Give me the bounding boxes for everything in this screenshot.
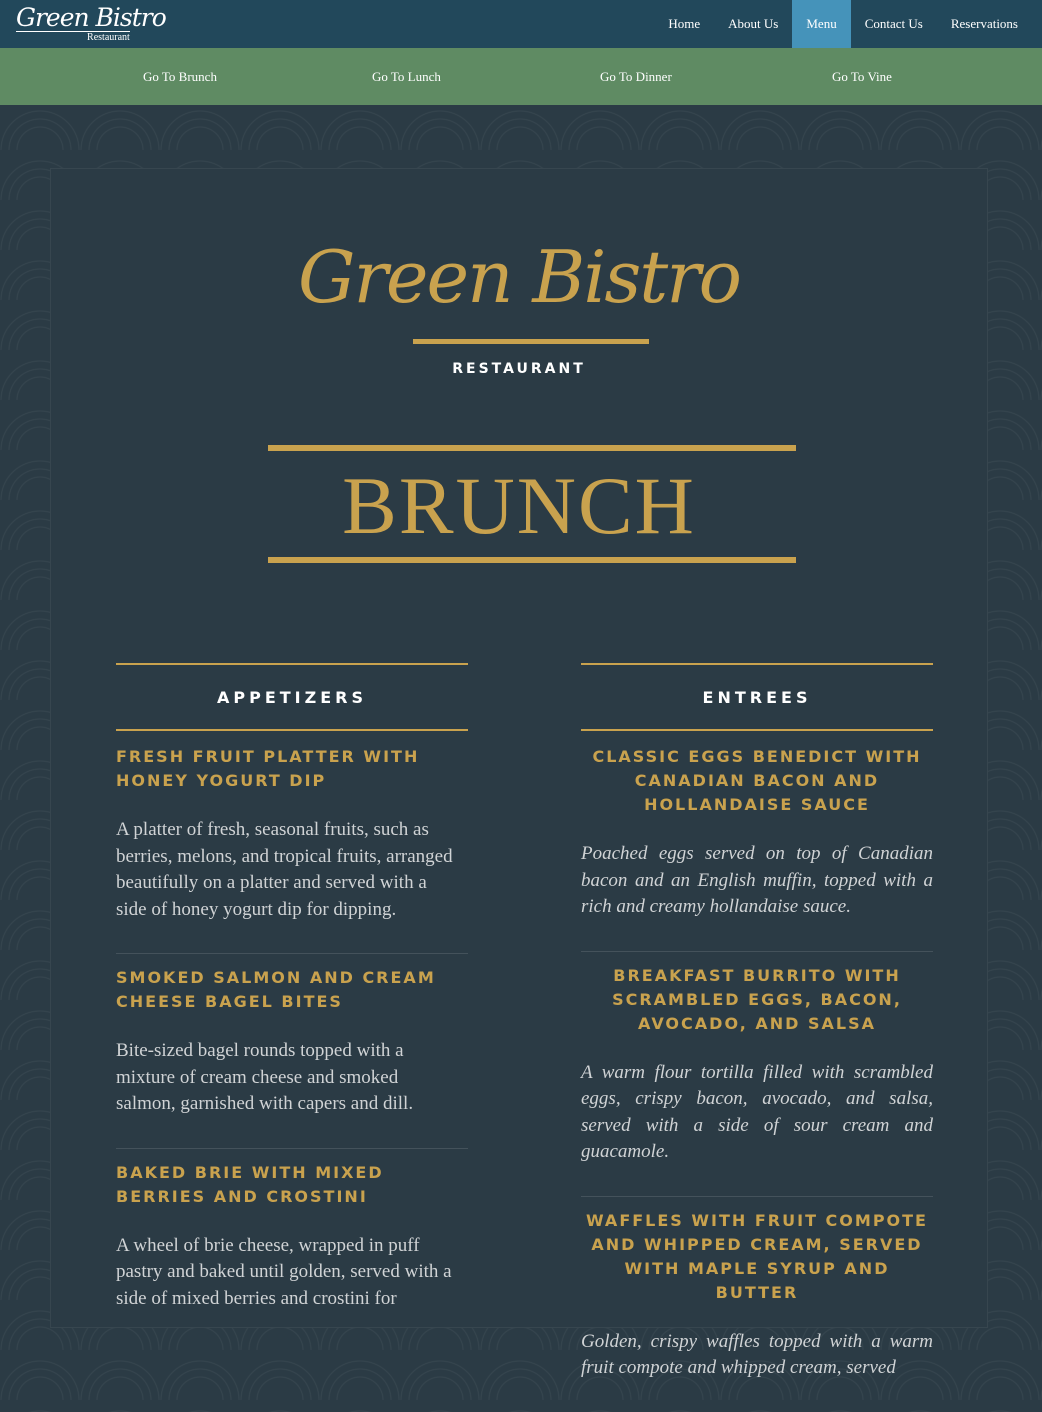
item-title: FRESH FRUIT PLATTER WITH HONEY YOGURT DIP xyxy=(116,747,420,790)
menu-item xyxy=(116,1148,468,1313)
menu-item xyxy=(581,1196,933,1382)
menu-subnav xyxy=(0,48,1042,105)
menu-item xyxy=(581,951,933,1166)
nav-reservations[interactable]: Reservations xyxy=(950,16,1018,31)
item-description: Poached eggs served on top of Canadian bacon and an English muffin, topped with a rich and creamy hollandaise sauce. xyxy=(581,843,933,917)
logo-underline xyxy=(413,339,649,344)
menu-item xyxy=(116,745,468,923)
entrees-heading: ENTREES xyxy=(581,663,933,731)
menu-logo-subtitle: RESTAURANT xyxy=(452,361,586,377)
item-description: Bite-sized bagel rounds topped with a mixture of cream cheese and smoked salmon, garnished with capers and dill. xyxy=(116,1040,414,1114)
title-rule-top xyxy=(268,445,796,451)
item-description: A platter of fresh, seasonal fruits, such as berries, melons, and tropical fruits, arranged beautifully on a platter and served with a side of honey yogurt dip for dipping. xyxy=(116,819,453,920)
item-description: Golden, crispy waffles topped with a warm fruit compote and whipped cream, served xyxy=(581,1330,933,1378)
main-nav xyxy=(654,0,1032,48)
item-description: A wheel of brie cheese, wrapped in puff pastry and baked until golden, served with a side of mixed berries and crostini for xyxy=(116,1234,452,1309)
subnav-vine[interactable]: Go To Vine xyxy=(832,69,892,84)
menu-item xyxy=(116,953,468,1118)
menu-title: BRUNCH xyxy=(342,460,696,551)
menu-logo: Green Bistro xyxy=(298,235,740,319)
item-title: SMOKED SALMON AND CREAM CHEESE BAGEL BITES xyxy=(116,968,436,1011)
brand-script: Green Bistro xyxy=(16,3,166,32)
item-title: WAFFLES WITH FRUIT COMPOTE AND WHIPPED CREAM, SERVED WITH MAPLE SYRUP AND BUTTER xyxy=(586,1210,928,1302)
subnav-lunch[interactable]: Go To Lunch xyxy=(372,69,441,84)
top-navbar xyxy=(0,0,1042,48)
item-description: A warm flour tortilla filled with scrambled eggs, crispy bacon, avocado, and salsa, served with a side of sour cream and guacamole. xyxy=(581,1061,933,1162)
nav-home[interactable]: Home xyxy=(668,16,701,31)
nav-contact-us[interactable]: Contact Us xyxy=(864,16,923,31)
nav-menu[interactable]: Menu xyxy=(792,0,850,48)
brand-subtitle: Restaurant xyxy=(16,31,130,43)
menu-card xyxy=(50,168,988,1378)
appetizers-heading: APPETIZERS xyxy=(116,663,468,731)
entrees-column xyxy=(581,663,933,1412)
item-title: BAKED BRIE WITH MIXED BERRIES AND CROSTINI xyxy=(116,1162,384,1206)
menu-item xyxy=(581,745,933,921)
brand-logo[interactable] xyxy=(16,5,166,43)
item-title: CLASSIC EGGS BENEDICT WITH CANADIAN BACON AND HOLLANDAISE SAUCE xyxy=(592,747,922,814)
subnav-brunch[interactable]: Go To Brunch xyxy=(143,69,217,84)
subnav-dinner[interactable]: Go To Dinner xyxy=(600,69,672,84)
nav-about-us[interactable]: About Us xyxy=(728,16,779,31)
appetizers-column xyxy=(116,663,468,1342)
item-title: BREAKFAST BURRITO WITH SCRAMBLED EGGS, BACON, AVOCADO, AND SALSA xyxy=(612,965,902,1033)
title-rule-bottom xyxy=(268,557,796,563)
